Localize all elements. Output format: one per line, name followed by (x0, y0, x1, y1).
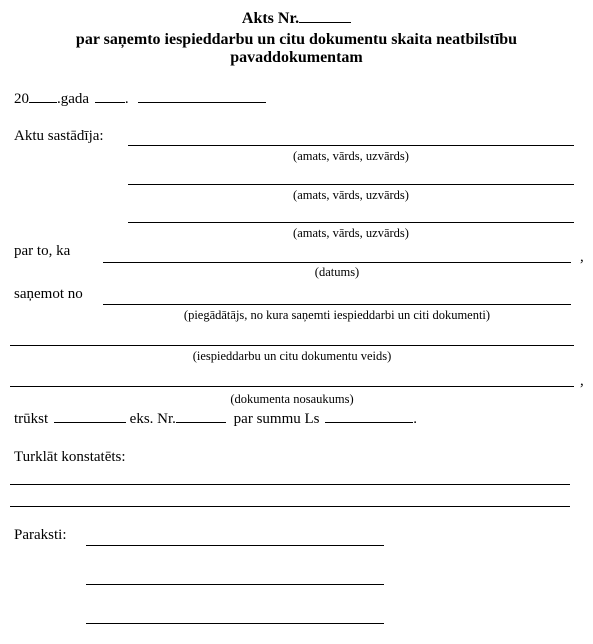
compiler-caption-3: (amats, vārds, uzvārds) (293, 226, 409, 240)
missing-label: trūkst (14, 411, 49, 427)
signature-line-2[interactable] (86, 584, 384, 585)
name-line[interactable] (10, 386, 574, 387)
about-line[interactable] (103, 262, 571, 263)
signature-line-3[interactable] (86, 623, 384, 624)
compiler-line-1[interactable] (128, 145, 574, 146)
receiving-caption: (piegādātājs, no kura saņemti iespieddarbi un citi dokumenti) (183, 308, 491, 322)
sum-blank[interactable] (325, 409, 413, 423)
type-line[interactable] (10, 345, 574, 346)
act-subtitle-line-2: pavaddokumentam (230, 49, 363, 66)
signatures-label: Paraksti: (14, 527, 67, 543)
sum-label: par summu Ls (233, 411, 320, 427)
month-blank[interactable] (138, 89, 266, 103)
about-caption: (datums) (314, 265, 360, 279)
compiler-caption-2: (amats, vārds, uzvārds) (293, 188, 409, 202)
date-dot: . (124, 91, 129, 107)
missing-end-dot: . (413, 411, 417, 427)
compiler-line-3[interactable] (128, 222, 574, 223)
act-number-label: Akts Nr. (241, 10, 300, 27)
date-line (14, 89, 266, 108)
type-caption: (iespieddarbu un citu dokumentu veids) (192, 349, 392, 363)
act-number-blank[interactable] (299, 9, 351, 23)
name-caption: (dokumenta nosaukums) (230, 392, 354, 406)
established-line-1[interactable] (10, 484, 570, 485)
compilers-label: Aktu sastādīja: (14, 128, 104, 144)
eks-nr-blank[interactable] (176, 409, 226, 423)
receiving-line[interactable] (103, 304, 571, 305)
year-prefix: 20 (14, 91, 29, 107)
receiving-label: saņemot no (14, 286, 83, 302)
name-comma: , (580, 373, 584, 389)
act-title (0, 9, 593, 28)
missing-count-blank[interactable] (54, 409, 126, 423)
act-subtitle-line-1: par saņemto iespieddarbu un citu dokumentu skaita neatbilstību (75, 31, 518, 48)
missing-line (14, 409, 417, 428)
about-comma: , (580, 249, 584, 265)
day-blank[interactable] (95, 89, 125, 103)
established-label: Turklāt konstatēts: (14, 449, 126, 465)
about-label: par to, ka (14, 243, 71, 259)
established-line-2[interactable] (10, 506, 570, 507)
compiler-line-2[interactable] (128, 184, 574, 185)
compiler-caption-1: (amats, vārds, uzvārds) (293, 149, 409, 163)
signature-line-1[interactable] (86, 545, 384, 546)
gada-text: .gada (57, 91, 90, 107)
eks-nr-label: eks. Nr. (129, 411, 176, 427)
year-blank[interactable] (29, 89, 57, 103)
